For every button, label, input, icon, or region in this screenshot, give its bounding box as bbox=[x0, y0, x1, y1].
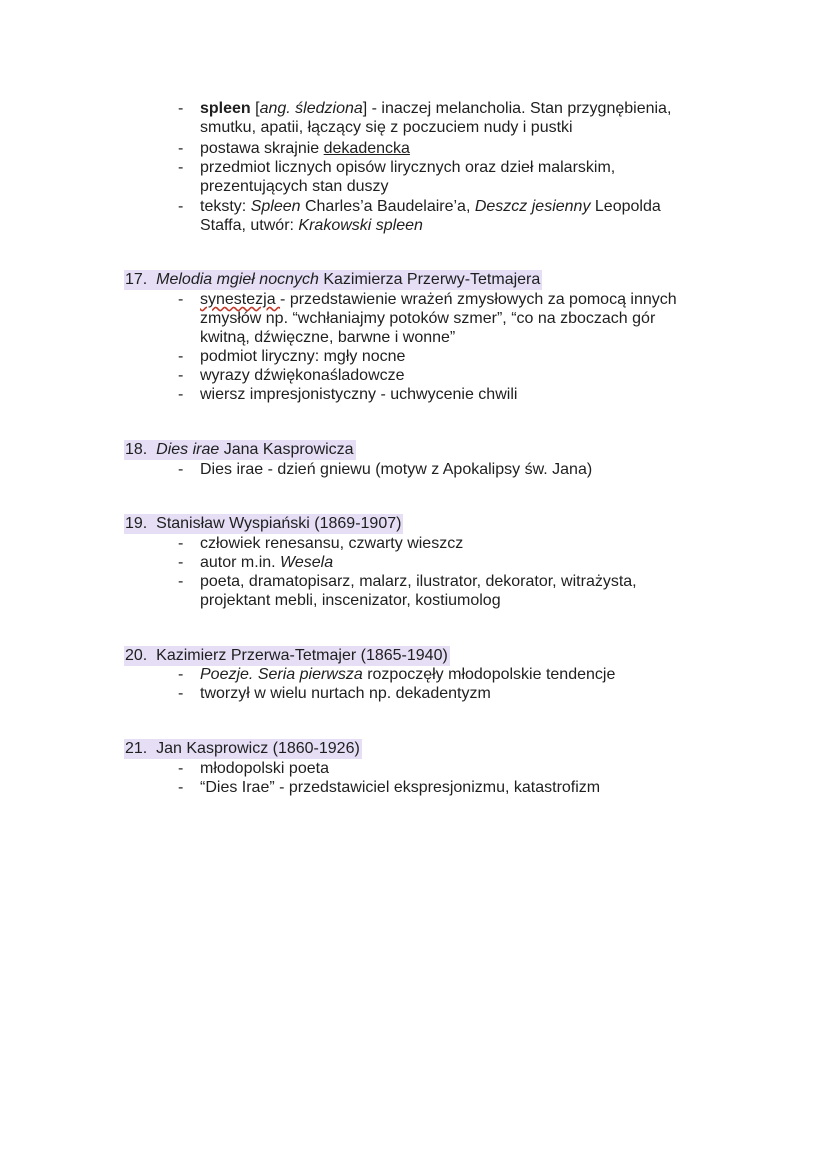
work-title: Deszcz jesienny bbox=[474, 198, 591, 215]
text-fragment: kwitną, dźwięczne, barwne i wonne” bbox=[200, 329, 456, 346]
list-item: tworzył w wielu nurtach np. dekadentyzm bbox=[200, 685, 491, 702]
list-item: “Dies Irae” - przedstawiciel ekspresjonizmu, katastrofizm bbox=[200, 779, 601, 796]
text-fragment: - przedstawienie wrażeń zmysłowych za pomocą innych bbox=[280, 291, 677, 308]
text-fragment: zmysłów np. “wchłaniajmy potoków szmer”, “co na zboczach gór bbox=[200, 310, 656, 327]
term-synestezja: synestezja bbox=[200, 291, 281, 308]
text-fragment: projektant mebli, inscenizator, kostiumolog bbox=[200, 592, 501, 609]
bullet: - bbox=[178, 367, 184, 384]
bullet: - bbox=[178, 685, 184, 702]
bullet: - bbox=[178, 386, 184, 403]
section-number: 21. bbox=[125, 740, 148, 757]
bullet: - bbox=[178, 159, 184, 176]
work-title: Wesela bbox=[280, 554, 334, 571]
section-title: Jana Kasprowicza bbox=[219, 441, 354, 458]
bullet: - bbox=[178, 666, 184, 683]
section-title-italic: Melodia mgieł nocnych bbox=[156, 271, 319, 288]
text-fragment: Staffa, utwór: bbox=[200, 217, 299, 234]
work-title: Krakowski spleen bbox=[298, 217, 423, 234]
list-item bbox=[200, 572, 720, 610]
list-item bbox=[200, 197, 720, 235]
section-heading-21 bbox=[124, 739, 362, 759]
list-item: młodopolski poeta bbox=[200, 760, 329, 777]
section-heading-19 bbox=[124, 514, 403, 534]
section-title: Jan Kasprowicz (1860-1926) bbox=[156, 740, 360, 757]
list-item bbox=[200, 158, 720, 196]
section-title: Kazimierza Przerwy-Tetmajera bbox=[318, 271, 541, 288]
list-item: człowiek renesansu, czwarty wieszcz bbox=[200, 535, 464, 552]
list-item: podmiot liryczny: mgły nocne bbox=[200, 348, 406, 365]
text-fragment: prezentujących stan duszy bbox=[200, 178, 389, 195]
term-note: ang. śledziona bbox=[259, 100, 363, 117]
bullet: - bbox=[178, 760, 184, 777]
bullet: - bbox=[178, 573, 184, 590]
text-fragment: przedmiot licznych opisów lirycznych oraz dzieł malarskim, bbox=[200, 159, 616, 176]
bullet: - bbox=[178, 100, 184, 117]
section-number: 19. bbox=[125, 515, 148, 532]
spleen-definition bbox=[200, 99, 720, 137]
list-item bbox=[200, 290, 720, 347]
bullet: - bbox=[178, 535, 184, 552]
text-fragment: smutku, apatii, łączący się z poczuciem nudy i pustki bbox=[200, 119, 573, 136]
text-fragment: [ bbox=[250, 100, 260, 117]
section-heading-17 bbox=[124, 270, 542, 290]
list-item: wyrazy dźwiękonaśladowcze bbox=[200, 367, 405, 384]
text-fragment: Charles’a Baudelaire’a, bbox=[300, 198, 475, 215]
bullet: - bbox=[178, 779, 184, 796]
section-title-italic: Dies irae bbox=[156, 441, 220, 458]
section-heading-20 bbox=[124, 646, 450, 666]
list-item bbox=[200, 553, 720, 572]
term-spleen: spleen bbox=[200, 100, 251, 117]
text-fragment: rozpoczęły młodopolskie tendencje bbox=[362, 666, 616, 683]
section-heading-18 bbox=[124, 440, 356, 460]
bullet: - bbox=[178, 198, 184, 215]
list-item: Dies irae - dzień gniewu (motyw z Apokalipsy św. Jana) bbox=[200, 461, 593, 478]
text-fragment: ] - inaczej melancholia. Stan przygnębienia, bbox=[362, 100, 672, 117]
text-fragment: Leopolda bbox=[590, 198, 661, 215]
bullet: - bbox=[178, 554, 184, 571]
work-title: Spleen bbox=[250, 198, 301, 215]
work-title: Poezje. Seria pierwsza bbox=[200, 666, 363, 683]
list-item bbox=[200, 665, 720, 684]
bullet: - bbox=[178, 291, 184, 308]
bullet: - bbox=[178, 461, 184, 478]
section-number: 20. bbox=[125, 647, 148, 664]
section-title: Kazimierz Przerwa-Tetmajer (1865-1940) bbox=[156, 647, 448, 664]
bullet: - bbox=[178, 348, 184, 365]
text-fragment: teksty: bbox=[200, 198, 251, 215]
section-title: Stanisław Wyspiański (1869-1907) bbox=[156, 515, 402, 532]
text-fragment: postawa skrajnie bbox=[200, 140, 324, 157]
text-fragment: autor m.in. bbox=[200, 554, 281, 571]
list-item: wiersz impresjonistyczny - uchwycenie chwili bbox=[200, 386, 518, 403]
bullet: - bbox=[178, 140, 184, 157]
text-fragment: poeta, dramatopisarz, malarz, ilustrator, dekorator, witrażysta, bbox=[200, 573, 637, 590]
section-number: 17. bbox=[125, 271, 148, 288]
list-item bbox=[200, 139, 720, 158]
link-dekadencka[interactable]: dekadencka bbox=[323, 140, 410, 157]
section-number: 18. bbox=[125, 441, 148, 458]
